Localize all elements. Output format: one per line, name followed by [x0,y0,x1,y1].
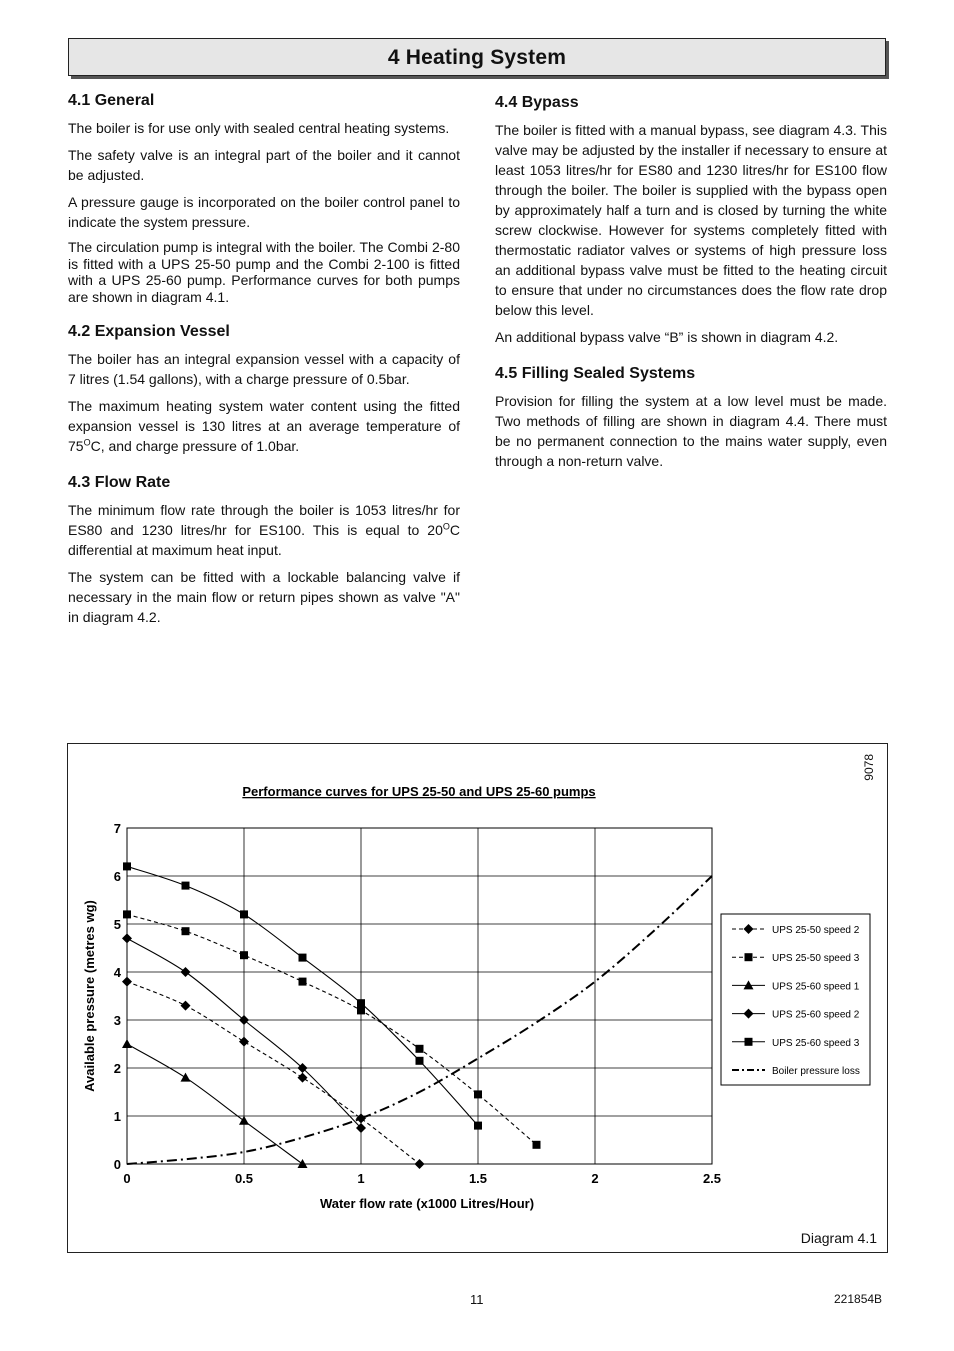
right-column [495,94,887,478]
series-5 [123,862,482,1129]
data-point [122,933,132,943]
y-tick-label: 3 [113,1013,121,1028]
series-line [127,982,420,1164]
page-number: 11 [470,1292,484,1307]
left-column [68,92,460,634]
bypass-p1: The boiler is fitted with a manual bypass, see diagram 4.3. This valve may be adjusted by the installer if necessary to ensure at least 1053 litres/hr for ES80 and 1230 litres/hr for ES100 flow through the boiler. The boiler is supplied with the bypass open by approximately half a turn and is closed by turning the white screw clockwise. However for systems completely fitted with thermostatic radiator valves or systems of high pressure loss an additional bypass valve must be fitted to the heating circuit to ensure that under no circumstances does the flow rate drop below this level. [495,122,887,318]
document-code: 221854B [834,1292,883,1306]
data-point [357,999,365,1007]
legend-box [721,914,870,1085]
data-point [181,1073,191,1082]
legend-label: UPS 25-60 speed 2 [772,1009,860,1021]
series-line [127,1044,303,1164]
heading-bypass: 4.4 Bypass [495,94,579,111]
expansion-p2-text: The maximum heating system water content using the fitted expansion vessel is 130 litres at an average temperature of 75 [68,398,460,454]
general-p2: The safety valve is an integral part of the boiler and it cannot be adjusted. [68,147,460,183]
data-point [239,1037,249,1047]
data-point [240,951,248,959]
data-point [357,1006,365,1014]
section-title-box [68,38,886,76]
diagram-code: 9078 [862,754,876,781]
expansion-p1: The boiler has an integral expansion vessel with a capacity of 7 litres (1.54 gallons), with a charge pressure of 0.5bar. [68,351,460,387]
series-line [127,866,478,1125]
performance-chart [68,744,887,1252]
flow-p1 [68,500,460,560]
flow-p1-text-end: C differential at maximum heat input. [68,522,460,558]
chart-x-axis-label: Water flow rate (x1000 Litres/Hour) [319,1196,535,1211]
expansion-p2 [68,396,460,456]
y-tick-label: 4 [113,965,121,980]
legend-label: UPS 25-50 speed 2 [772,925,860,936]
y-tick-label: 7 [113,821,121,836]
flow-p1-text: The minimum flow rate through the boiler is 1053 litres/hr for ES80 and 1230 litres/hr for ES100. This is equal to 20 [68,502,460,538]
x-tick-label: 0.5 [234,1171,254,1186]
degree-sup: O [83,437,91,448]
bypass-p2: An additional bypass valve “B” is shown in diagram 4.2. [495,329,839,345]
legend-marker [745,953,753,961]
legend-label: UPS 25-60 speed 3 [772,1037,860,1049]
chart-title: Performance curves for UPS 25-50 and UPS 25-60 pumps [242,784,596,799]
data-point [181,967,191,977]
data-point [123,862,131,870]
data-point [356,1113,366,1123]
x-tick-label: 1 [357,1171,365,1186]
data-point [474,1090,482,1098]
x-tick-label: 1.5 [468,1171,488,1186]
y-tick-label: 1 [113,1109,121,1124]
legend-marker [745,1038,753,1046]
data-point [416,1045,424,1053]
chart-grid [127,828,712,1164]
x-tick-label: 2 [591,1171,599,1186]
data-point [298,1073,308,1083]
series-1 [122,977,425,1169]
general-p4: The circulation pump is integral with the boiler. The Combi 2-80 is fitted with a UPS 25-50 pump and the Combi 2-100 is fitted with a UPS 25-60 pump. Performance curves for both pumps are shown in diagram 4.1. [68,239,460,305]
expansion-p2-text-end: C, and charge pressure of 1.0bar. [90,438,300,454]
legend-label: UPS 25-50 speed 3 [772,953,860,965]
heading-flow-rate: 4.3 Flow Rate [68,474,171,491]
y-tick-label: 2 [113,1061,121,1076]
general-p3: A pressure gauge is incorporated on the boiler control panel to indicate the system pressure. [68,194,460,230]
data-point [123,910,131,918]
flow-p2: The system can be fitted with a lockable balancing valve if necessary in the main flow or return pipes shown as valve "A" in diagram 4.2. [68,569,460,625]
data-point [181,1001,191,1011]
data-point [122,1039,132,1048]
data-point [122,977,132,987]
degree-sup: O [442,521,450,532]
general-p1: The boiler is for use only with sealed central heating systems. [68,120,450,136]
data-point [299,978,307,986]
data-point [240,910,248,918]
chart-legend [721,914,870,1085]
data-point [474,1122,482,1130]
series-line [127,914,537,1144]
page-title: 4 Heating System [387,46,567,69]
y-tick-label: 6 [113,869,121,884]
y-tick-label: 5 [113,917,121,932]
heading-filling-sealed-systems: 4.5 Filling Sealed Systems [495,365,696,382]
data-point [182,882,190,890]
diagram-frame [67,743,888,1253]
filling-p1: Provision for filling the system at a low level must be made. Two methods of filling are shown in diagram 4.4. There must be no permanent connection to the mains water supply, even through a non-return valve. [495,393,887,469]
legend-label: UPS 25-60 speed 1 [772,981,860,993]
legend-label: Boiler pressure loss [772,1066,860,1077]
chart-y-axis-label: Available pressure (metres wg) [82,900,97,1092]
data-point [239,1116,249,1125]
data-point [415,1159,425,1169]
y-tick-label: 0 [113,1157,121,1172]
series-3 [122,1039,308,1168]
heading-expansion-vessel: 4.2 Expansion Vessel [68,323,230,340]
x-tick-label: 2.5 [702,1171,722,1186]
data-point [533,1141,541,1149]
diagram-label: Diagram 4.1 [800,1230,877,1246]
plot-area-border [127,828,712,1164]
x-tick-label: 0 [123,1171,131,1186]
data-point [416,1057,424,1065]
data-point [182,927,190,935]
chart-series [122,862,712,1169]
heading-general: 4.1 General [68,92,155,109]
data-point [299,954,307,962]
